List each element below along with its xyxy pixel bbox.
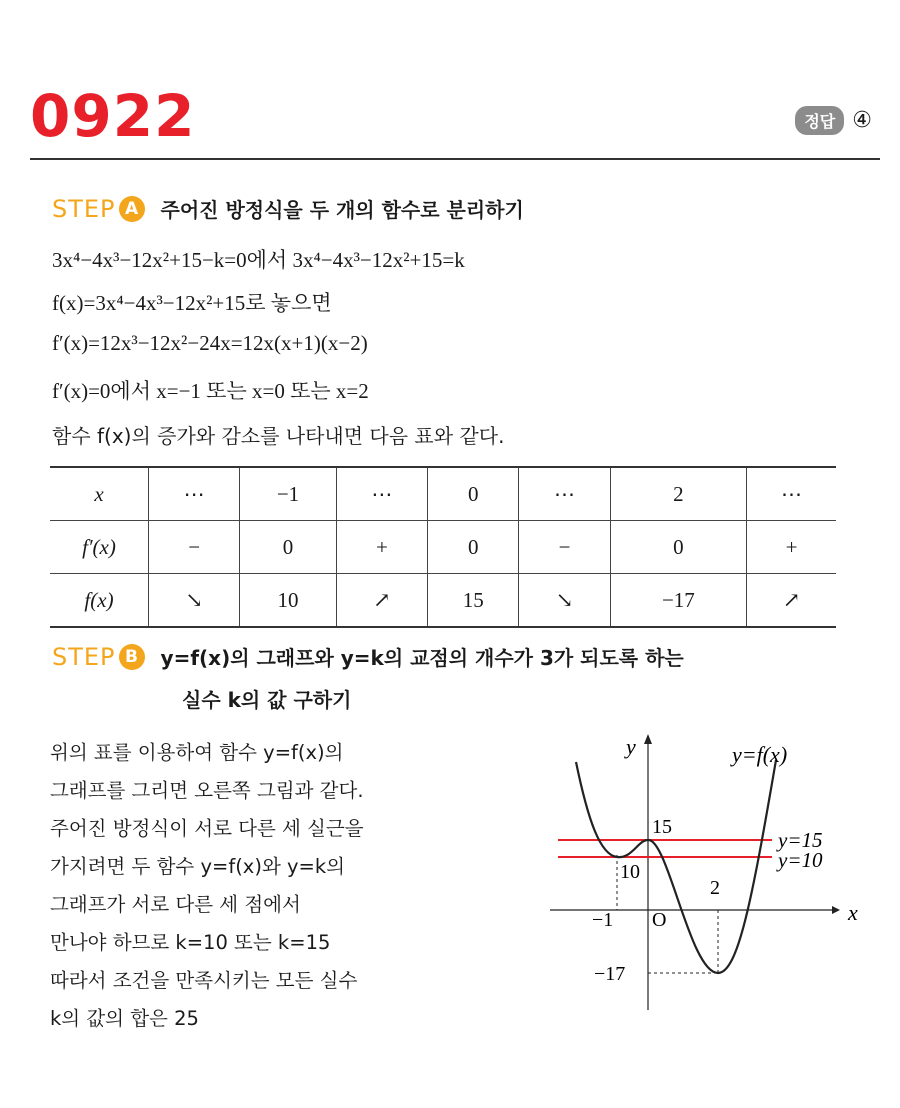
y-axis-arrow [644,734,652,744]
answer-value: ④ [852,108,872,133]
step-b-paragraph-line: 따라서 조건을 만족시키는 모든 실수 [50,969,358,992]
label-10: 10 [620,861,640,883]
table-cell: x [50,467,149,521]
step-b-title-line-2: 실수 k의 값 구하기 [182,688,352,712]
step-a-line-1: 3x⁴−4x³−12x²+15−k=0에서 3x⁴−4x³−12x²+15=k [52,248,465,272]
origin-label: O [652,909,667,931]
variation-table [50,466,836,628]
step-b-title-line-1: y=f(x)의 그래프와 y=k의 교점의 개수가 3가 되도록 하는 [160,646,684,670]
table-row [50,467,836,521]
step-b-paragraph-line: 주어진 방정식이 서로 다른 세 실근을 [50,817,364,840]
step-a-line-2: f(x)=3x⁴−4x³−12x²+15로 놓으면 [52,291,332,315]
table-cell: 0 [428,467,519,521]
step-a-line-5: 함수 f(x)의 증가와 감소를 나타내면 다음 표와 같다. [52,424,505,448]
line-10-label: y=10 [778,848,823,872]
step-a-line-4: f′(x)=0에서 x=−1 또는 x=0 또는 x=2 [52,379,369,403]
step-b-paragraph-line: 그래프를 그리면 오른쪽 그림과 같다. [50,779,364,802]
table-cell: 0 [428,521,519,574]
curve-label: y=f(x) [732,742,788,767]
x-axis-label: x [848,900,858,925]
step-b-badge: B [119,644,145,670]
step-b-paragraph-line: 만나야 하므로 k=10 또는 k=15 [50,931,331,954]
table-cell: 10 [240,574,336,628]
step-a-heading [52,194,524,223]
step-b-paragraph-line: 그래프가 서로 다른 세 점에서 [50,893,301,916]
x-axis-arrow [832,906,840,914]
answer-badge: 정답 [795,106,844,135]
y-axis-label: y [626,734,636,759]
step-b-heading [52,642,684,671]
function-curve [576,760,776,973]
table-cell: ⋯ [747,467,836,521]
table-cell: ↗ [336,574,427,628]
step-a-badge: A [119,196,145,222]
problem-number: 0922 [30,82,196,150]
step-a-title: 주어진 방정식을 두 개의 함수로 분리하기 [160,198,524,222]
table-cell: ⋯ [519,467,610,521]
table-cell: 0 [610,521,746,574]
line-15-label: y=15 [778,828,823,852]
table-cell: ↗ [747,574,836,628]
table-cell: ↘ [149,574,240,628]
function-graph [540,720,880,1020]
table-cell: − [149,521,240,574]
table-cell: ⋯ [336,467,427,521]
label-neg1: −1 [592,909,614,931]
table-cell: 2 [610,467,746,521]
table-cell: ⋯ [149,467,240,521]
step-b-paragraph-line: 가지려면 두 함수 y=f(x)와 y=k의 [50,855,345,878]
table-cell: f(x) [50,574,149,628]
table-cell: + [747,521,836,574]
label-2: 2 [710,877,720,899]
table-cell: + [336,521,427,574]
step-b-paragraph-line: 위의 표를 이용하여 함수 y=f(x)의 [50,741,344,764]
label-neg17: −17 [594,963,626,985]
table-cell: 15 [428,574,519,628]
step-b-label: STEP [52,642,116,671]
table-cell: −1 [240,467,336,521]
table-cell: ↘ [519,574,610,628]
table-cell: f′(x) [50,521,149,574]
label-15: 15 [652,816,672,838]
step-b-paragraph-line: k의 값의 합은 25 [50,1007,199,1030]
answer-area [795,106,872,135]
table-row [50,521,836,574]
table-row [50,574,836,628]
step-a-line-3: f′(x)=12x³−12x²−24x=12x(x+1)(x−2) [52,331,368,355]
step-a-label: STEP [52,194,116,223]
header-divider [30,158,880,160]
table-cell: 0 [240,521,336,574]
table-cell: −17 [610,574,746,628]
table-cell: − [519,521,610,574]
